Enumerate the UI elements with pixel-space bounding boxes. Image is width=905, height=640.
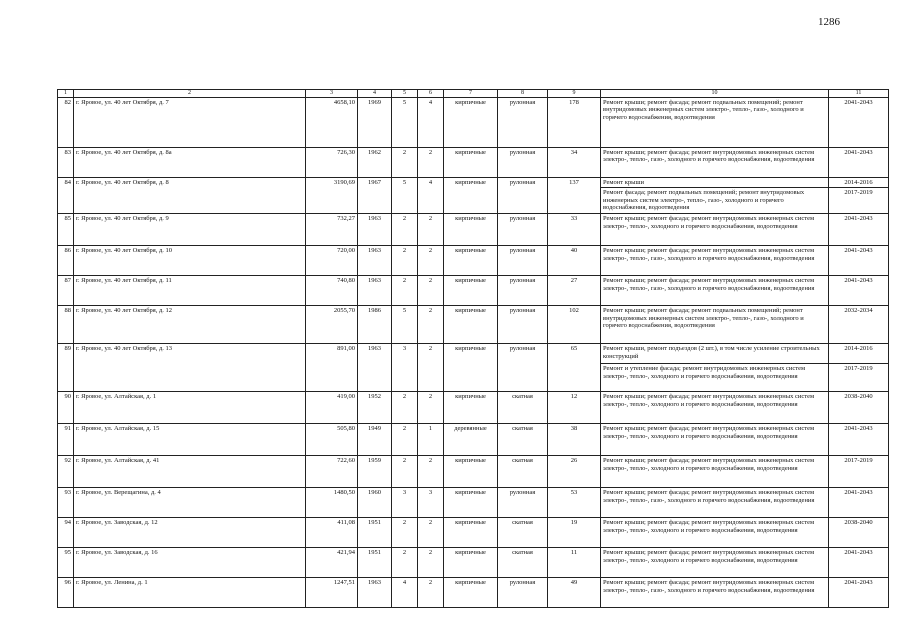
repair-period-cell: 2038-2040 xyxy=(829,518,889,548)
residents-cell: 27 xyxy=(548,276,601,306)
repair-period-cell: 2041-2043 xyxy=(829,148,889,178)
walls-material-cell: кирпичные xyxy=(444,148,498,178)
area-cell: 722,60 xyxy=(306,456,358,488)
area-cell: 421,94 xyxy=(306,548,358,578)
address-cell: г. Яровое, ул. Заводская, д. 16 xyxy=(74,548,306,578)
roof-type-cell: рулонная xyxy=(498,98,548,148)
column-number-10: 10 xyxy=(601,90,829,98)
table-row xyxy=(58,548,889,578)
address-cell: г. Яровое, ул. Заводская, д. 12 xyxy=(74,518,306,548)
repair-works-cell: Ремонт крыши; ремонт фасада; ремонт внутридомовых инженерных систем электро-, тепло-, холодного и горячего водоснабжения, водоотведения xyxy=(601,518,829,548)
roof-type-cell: рулонная xyxy=(498,488,548,518)
year-cell: 1960 xyxy=(358,488,392,518)
roof-type-cell: рулонная xyxy=(498,306,548,344)
repair-period-cell: 2041-2043 xyxy=(829,214,889,246)
entrances-cell: 1 xyxy=(418,424,444,456)
entrances-cell: 4 xyxy=(418,98,444,148)
floors-cell: 3 xyxy=(392,488,418,518)
area-cell: 726,30 xyxy=(306,148,358,178)
residents-cell: 65 xyxy=(548,344,601,392)
roof-type-cell: скатная xyxy=(498,424,548,456)
year-cell: 1986 xyxy=(358,306,392,344)
repair-period-cell: 2017-2019 xyxy=(829,456,889,488)
residents-cell: 33 xyxy=(548,214,601,246)
walls-material-cell: кирпичные xyxy=(444,246,498,276)
address-cell: г. Яровое, ул. 40 лет Октября, д. 7 xyxy=(74,98,306,148)
column-number-header-row xyxy=(58,90,889,98)
repair-period-cell: 2041-2043 xyxy=(829,488,889,518)
address-cell: г. Яровое, ул. 40 лет Октября, д. 10 xyxy=(74,246,306,276)
floors-cell: 5 xyxy=(392,306,418,344)
floors-cell: 2 xyxy=(392,214,418,246)
row-number: 83 xyxy=(58,148,74,178)
area-cell: 4658,10 xyxy=(306,98,358,148)
walls-material-cell: кирпичные xyxy=(444,518,498,548)
row-number: 87 xyxy=(58,276,74,306)
year-cell: 1951 xyxy=(358,518,392,548)
address-cell: г. Яровое, ул. Алтайская, д. 41 xyxy=(74,456,306,488)
residents-cell: 12 xyxy=(548,392,601,424)
address-cell: г. Яровое, ул. Верещагина, д. 4 xyxy=(74,488,306,518)
roof-type-cell: рулонная xyxy=(498,344,548,392)
year-cell: 1951 xyxy=(358,548,392,578)
table-row xyxy=(58,276,889,306)
row-number: 93 xyxy=(58,488,74,518)
year-cell: 1959 xyxy=(358,456,392,488)
residents-cell: 38 xyxy=(548,424,601,456)
floors-cell: 5 xyxy=(392,98,418,148)
column-number-9: 9 xyxy=(548,90,601,98)
roof-type-cell: скатная xyxy=(498,456,548,488)
residents-cell: 102 xyxy=(548,306,601,344)
table-row xyxy=(58,178,889,188)
address-cell: г. Яровое, ул. 40 лет Октября, д. 9 xyxy=(74,214,306,246)
address-cell: г. Яровое, ул. Ленина, д. 1 xyxy=(74,578,306,608)
roof-type-cell: рулонная xyxy=(498,148,548,178)
year-cell: 1963 xyxy=(358,344,392,392)
floors-cell: 2 xyxy=(392,392,418,424)
address-cell: г. Яровое, ул. 40 лет Октября, д. 8а xyxy=(74,148,306,178)
floors-cell: 2 xyxy=(392,456,418,488)
entrances-cell: 4 xyxy=(418,178,444,214)
address-cell: г. Яровое, ул. 40 лет Октября, д. 12 xyxy=(74,306,306,344)
repair-period-cell: 2041-2043 xyxy=(829,246,889,276)
area-cell: 732,27 xyxy=(306,214,358,246)
entrances-cell: 2 xyxy=(418,456,444,488)
residents-cell: 137 xyxy=(548,178,601,214)
repair-period-cell: 2017-2019 xyxy=(829,364,889,392)
row-number: 90 xyxy=(58,392,74,424)
floors-cell: 2 xyxy=(392,246,418,276)
roof-type-cell: рулонная xyxy=(498,214,548,246)
repair-works-cell: Ремонт крыши; ремонт фасада; ремонт внутридомовых инженерных систем электро-, тепло-, холодного и горячего водоснабжения, водоотведения xyxy=(601,214,829,246)
repair-period-cell: 2041-2043 xyxy=(829,578,889,608)
walls-material-cell: деревянные xyxy=(444,424,498,456)
row-number: 89 xyxy=(58,344,74,392)
column-number-7: 7 xyxy=(444,90,498,98)
floors-cell: 5 xyxy=(392,178,418,214)
residents-cell: 40 xyxy=(548,246,601,276)
column-number-11: 11 xyxy=(829,90,889,98)
entrances-cell: 3 xyxy=(418,488,444,518)
column-number-1: 1 xyxy=(58,90,74,98)
table-row xyxy=(58,456,889,488)
repair-works-cell: Ремонт крыши; ремонт фасада; ремонт подвальных помещений; ремонт внутридомовых инженерных систем электро-, тепло-, газо-, холодного и горячего водоснабжения, водоотведения xyxy=(601,306,829,344)
roof-type-cell: рулонная xyxy=(498,578,548,608)
address-cell: г. Яровое, ул. 40 лет Октября, д. 11 xyxy=(74,276,306,306)
walls-material-cell: кирпичные xyxy=(444,306,498,344)
roof-type-cell: скатная xyxy=(498,548,548,578)
residents-cell: 11 xyxy=(548,548,601,578)
repair-works-cell: Ремонт крыши; ремонт фасада; ремонт внутридомовых инженерных систем электро-, тепло-, холодного и горячего водоснабжения, водоотведения xyxy=(601,548,829,578)
column-number-5: 5 xyxy=(392,90,418,98)
table-row xyxy=(58,246,889,276)
repair-works-cell: Ремонт крыши; ремонт фасада; ремонт внутридомовых инженерных систем электро-, тепло-, газо-, холодного и горячего водоснабжения, водоотведения xyxy=(601,276,829,306)
address-cell: г. Яровое, ул. Алтайская, д. 1 xyxy=(74,392,306,424)
table-row xyxy=(58,344,889,364)
repair-period-cell: 2041-2043 xyxy=(829,424,889,456)
row-number: 86 xyxy=(58,246,74,276)
column-number-2: 2 xyxy=(74,90,306,98)
repair-period-cell: 2041-2043 xyxy=(829,548,889,578)
repair-register-table xyxy=(57,89,889,608)
residents-cell: 26 xyxy=(548,456,601,488)
year-cell: 1963 xyxy=(358,214,392,246)
walls-material-cell: кирпичные xyxy=(444,456,498,488)
roof-type-cell: рулонная xyxy=(498,276,548,306)
area-cell: 411,08 xyxy=(306,518,358,548)
repair-works-cell: Ремонт и утепление фасада; ремонт внутридомовых инженерных систем электро-, тепло-, холодного и горячего водоснабжения, водоотведения xyxy=(601,364,829,392)
walls-material-cell: кирпичные xyxy=(444,214,498,246)
repair-period-cell: 2041-2043 xyxy=(829,276,889,306)
entrances-cell: 2 xyxy=(418,246,444,276)
entrances-cell: 2 xyxy=(418,276,444,306)
table-row xyxy=(58,214,889,246)
repair-works-cell: Ремонт крыши; ремонт фасада; ремонт подвальных помещений; ремонт внутридомовых инженерных систем электро-, тепло-, газо-, холодного и горячего водоснабжения, водоотведения xyxy=(601,98,829,148)
table-row xyxy=(58,578,889,608)
row-number: 92 xyxy=(58,456,74,488)
walls-material-cell: кирпичные xyxy=(444,578,498,608)
walls-material-cell: кирпичные xyxy=(444,548,498,578)
area-cell: 891,00 xyxy=(306,344,358,392)
floors-cell: 2 xyxy=(392,276,418,306)
area-cell: 720,00 xyxy=(306,246,358,276)
residents-cell: 178 xyxy=(548,98,601,148)
row-number: 85 xyxy=(58,214,74,246)
residents-cell: 53 xyxy=(548,488,601,518)
page-number: 1286 xyxy=(818,16,840,28)
repair-period-cell: 2041-2043 xyxy=(829,98,889,148)
repair-period-cell: 2014-2016 xyxy=(829,178,889,188)
row-number: 91 xyxy=(58,424,74,456)
repair-period-cell: 2014-2016 xyxy=(829,344,889,364)
entrances-cell: 2 xyxy=(418,344,444,392)
walls-material-cell: кирпичные xyxy=(444,276,498,306)
floors-cell: 2 xyxy=(392,548,418,578)
column-number-6: 6 xyxy=(418,90,444,98)
table-row xyxy=(58,424,889,456)
year-cell: 1949 xyxy=(358,424,392,456)
repair-works-cell: Ремонт фасада; ремонт подвальных помещений; ремонт внутридомовых инженерных систем электро-, тепло-, газо-, холодного и горячего водоснабжения, водоотведения xyxy=(601,188,829,214)
entrances-cell: 2 xyxy=(418,148,444,178)
entrances-cell: 2 xyxy=(418,392,444,424)
year-cell: 1963 xyxy=(358,578,392,608)
repair-period-cell: 2038-2040 xyxy=(829,392,889,424)
row-number: 94 xyxy=(58,518,74,548)
year-cell: 1969 xyxy=(358,98,392,148)
row-number: 96 xyxy=(58,578,74,608)
repair-works-cell: Ремонт крыши; ремонт фасада; ремонт внутридомовых инженерных систем электро-, тепло-, газо-, холодного и горячего водоснабжения, водоотведения xyxy=(601,148,829,178)
address-cell: г. Яровое, ул. Алтайская, д. 15 xyxy=(74,424,306,456)
floors-cell: 2 xyxy=(392,518,418,548)
column-number-3: 3 xyxy=(306,90,358,98)
entrances-cell: 2 xyxy=(418,518,444,548)
repair-works-cell: Ремонт крыши; ремонт фасада; ремонт внутридомовых инженерных систем электро-, тепло-, газо-, холодного и горячего водоснабжения, водоотведения xyxy=(601,488,829,518)
repair-works-cell: Ремонт крыши; ремонт фасада; ремонт внутридомовых инженерных систем электро-, тепло-, холодного и горячего водоснабжения, водоотведения xyxy=(601,392,829,424)
repair-period-cell: 2017-2019 xyxy=(829,188,889,214)
row-number: 84 xyxy=(58,178,74,214)
column-number-4: 4 xyxy=(358,90,392,98)
address-cell: г. Яровое, ул. 40 лет Октября, д. 8 xyxy=(74,178,306,214)
area-cell: 505,80 xyxy=(306,424,358,456)
table-row xyxy=(58,306,889,344)
residents-cell: 49 xyxy=(548,578,601,608)
area-cell: 2055,70 xyxy=(306,306,358,344)
floors-cell: 4 xyxy=(392,578,418,608)
table-body xyxy=(58,98,889,608)
year-cell: 1962 xyxy=(358,148,392,178)
repair-works-cell: Ремонт крыши, ремонт подъездов (2 шт.), в том числе усиление строительных конструкций xyxy=(601,344,829,364)
repair-works-cell: Ремонт крыши; ремонт фасада; ремонт внутридомовых инженерных систем электро-, тепло-, газо-, холодного и горячего водоснабжения, водоотведения xyxy=(601,246,829,276)
roof-type-cell: рулонная xyxy=(498,178,548,214)
column-number-8: 8 xyxy=(498,90,548,98)
area-cell: 3190,69 xyxy=(306,178,358,214)
repair-works-cell: Ремонт крыши; ремонт фасада; ремонт внутридомовых инженерных систем электро-, тепло-, газо-, холодного и горячего водоснабжения, водоотведения xyxy=(601,578,829,608)
entrances-cell: 2 xyxy=(418,214,444,246)
area-cell: 419,00 xyxy=(306,392,358,424)
entrances-cell: 2 xyxy=(418,306,444,344)
repair-works-cell: Ремонт крыши xyxy=(601,178,829,188)
entrances-cell: 2 xyxy=(418,548,444,578)
entrances-cell: 2 xyxy=(418,578,444,608)
table-row xyxy=(58,98,889,148)
year-cell: 1967 xyxy=(358,178,392,214)
table-row xyxy=(58,518,889,548)
year-cell: 1963 xyxy=(358,246,392,276)
walls-material-cell: кирпичные xyxy=(444,488,498,518)
residents-cell: 19 xyxy=(548,518,601,548)
walls-material-cell: кирпичные xyxy=(444,98,498,148)
year-cell: 1952 xyxy=(358,392,392,424)
repair-works-cell: Ремонт крыши; ремонт фасада; ремонт внутридомовых инженерных систем электро-, тепло-, холодного и горячего водоснабжения, водоотведения xyxy=(601,456,829,488)
table-row xyxy=(58,488,889,518)
repair-works-cell: Ремонт крыши; ремонт фасада; ремонт внутридомовых инженерных систем электро-, тепло-, холодного и горячего водоснабжения, водоотведения xyxy=(601,424,829,456)
repair-period-cell: 2032-2034 xyxy=(829,306,889,344)
area-cell: 740,80 xyxy=(306,276,358,306)
address-cell: г. Яровое, ул. 40 лет Октября, д. 13 xyxy=(74,344,306,392)
row-number: 82 xyxy=(58,98,74,148)
floors-cell: 2 xyxy=(392,424,418,456)
roof-type-cell: рулонная xyxy=(498,246,548,276)
year-cell: 1963 xyxy=(358,276,392,306)
walls-material-cell: кирпичные xyxy=(444,392,498,424)
walls-material-cell: кирпичные xyxy=(444,178,498,214)
residents-cell: 34 xyxy=(548,148,601,178)
area-cell: 1247,51 xyxy=(306,578,358,608)
row-number: 95 xyxy=(58,548,74,578)
row-number: 88 xyxy=(58,306,74,344)
roof-type-cell: скатная xyxy=(498,392,548,424)
table-row xyxy=(58,148,889,178)
roof-type-cell: скатная xyxy=(498,518,548,548)
floors-cell: 2 xyxy=(392,148,418,178)
area-cell: 1480,50 xyxy=(306,488,358,518)
table-row xyxy=(58,392,889,424)
walls-material-cell: кирпичные xyxy=(444,344,498,392)
floors-cell: 3 xyxy=(392,344,418,392)
